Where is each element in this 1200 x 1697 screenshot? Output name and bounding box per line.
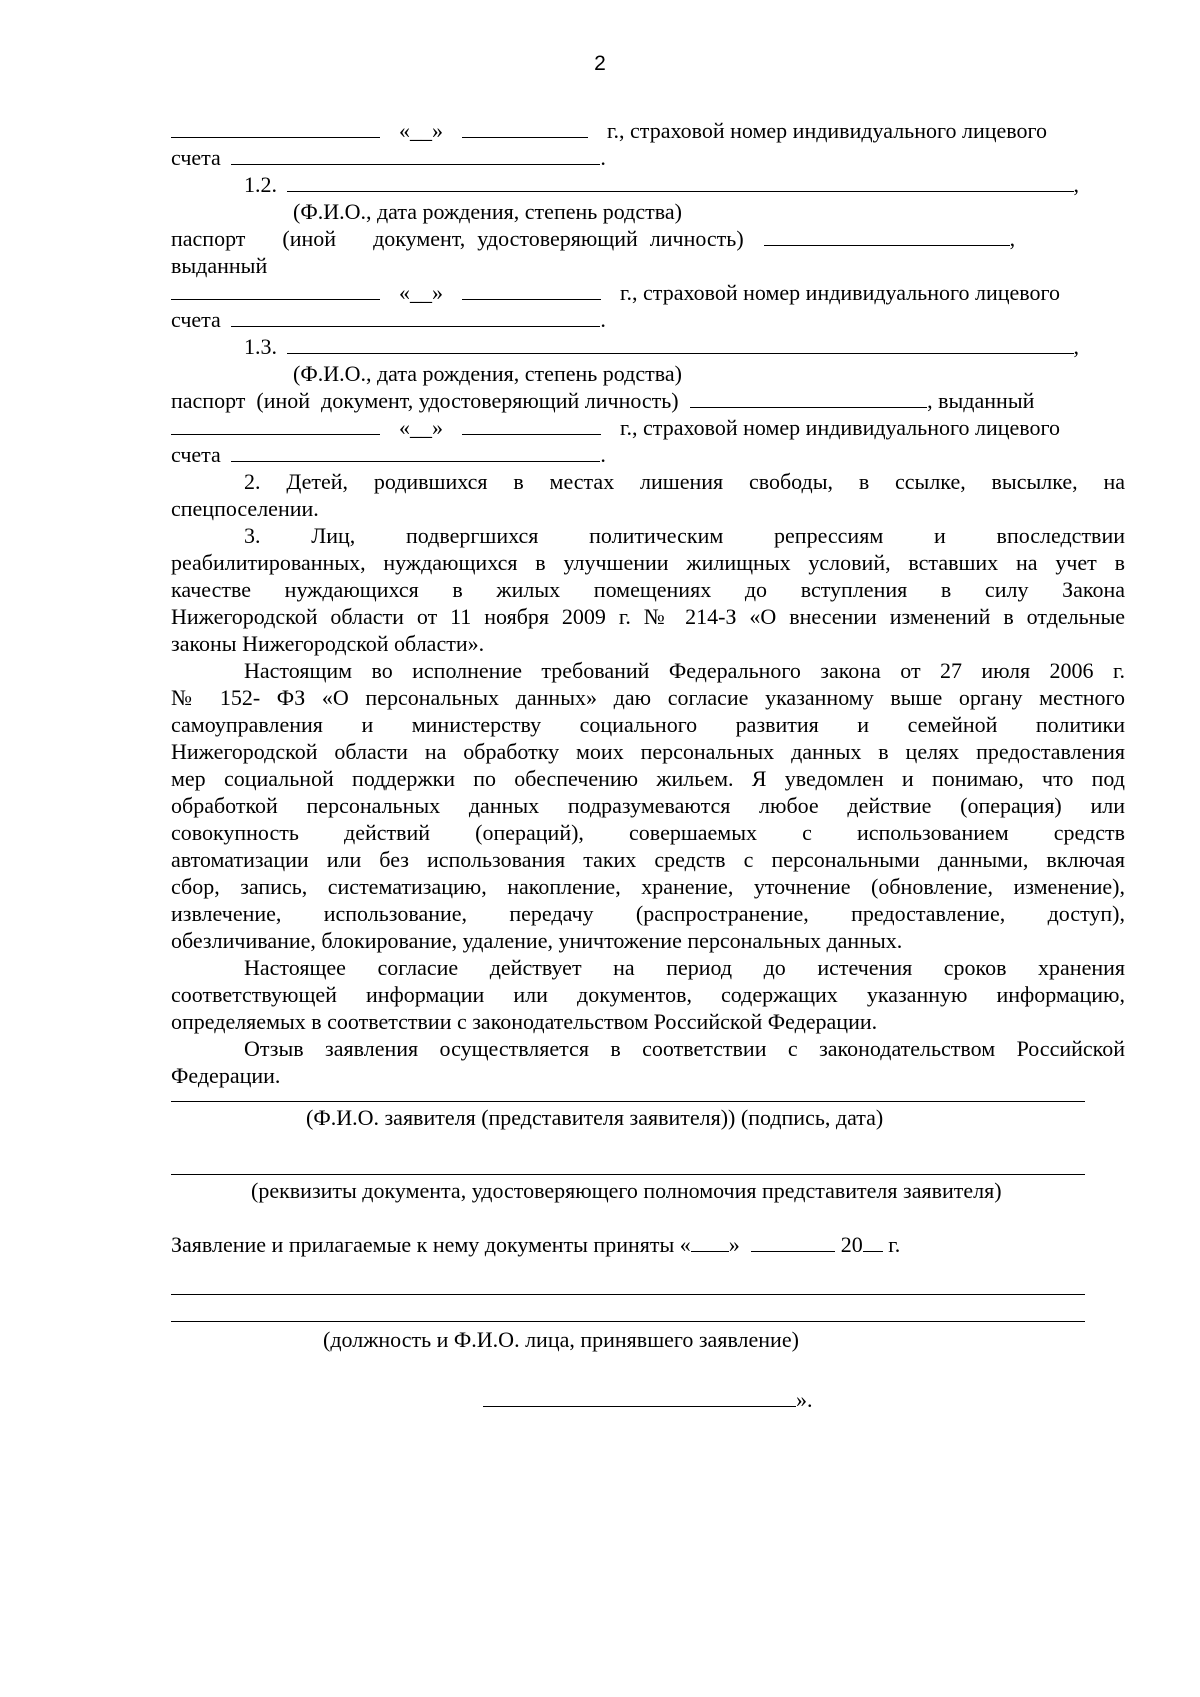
item-number: 1.3. [244, 334, 277, 359]
paragraph-line: определяемых в соответствии с законодательством Российской Федерации. [171, 1009, 878, 1034]
paragraph-line: соответствующей информации или документов, содержащих указанную информацию, [171, 982, 1125, 1007]
passport-line [171, 387, 1125, 414]
passport-word: удостоверяющий [477, 226, 638, 251]
account-field [231, 306, 600, 327]
passport-word: паспорт [171, 226, 246, 251]
issuer-field [171, 279, 380, 300]
accepted-text: Заявление и прилагаемые к нему документы приняты « [171, 1232, 691, 1257]
paragraph-line: Настоящим во исполнение требований Федерального закона от 27 июля 2006 г. [244, 658, 1125, 683]
date-quote: «__» [399, 280, 443, 305]
account-label: счета [171, 307, 221, 332]
issued-label: выданный [171, 253, 268, 278]
account-line [171, 306, 1125, 333]
item-number: 1.2. [244, 172, 277, 197]
applicant-signature-line [171, 1101, 1085, 1102]
account-line [171, 144, 1125, 171]
date-month-field [462, 117, 588, 138]
item-1-2-line [171, 171, 1125, 198]
paragraph-line: Отзыв заявления осуществляется в соответствии с законодательством Российской [244, 1036, 1125, 1061]
paragraph-line: автоматизации или без использования таких средств с персональными данными, включая [171, 847, 1125, 872]
passport-word: документ, [373, 226, 466, 251]
comma: , [1073, 172, 1079, 197]
official-line-2 [171, 1321, 1085, 1322]
fio-field [287, 333, 1074, 354]
closing-mark: ». [796, 1387, 813, 1412]
date-quote: «__» [399, 415, 443, 440]
comma: , [1073, 334, 1079, 359]
account-label: счета [171, 442, 221, 467]
closing-line [171, 1386, 1125, 1413]
insurance-text: г., страховой номер индивидуального лицевого [607, 118, 1047, 143]
paragraph-line: реабилитированных, нуждающихся в улучшении жилищных условий, вставших на учет в [171, 550, 1125, 575]
insurance-line [171, 414, 1125, 441]
paragraph-line: 2. Детей, родившихся в местах лишения свободы, в ссылке, высылке, на [244, 469, 1125, 494]
accepted-line [171, 1231, 1125, 1258]
account-label: счета [171, 145, 221, 170]
paragraph-line: самоуправления и министерству социального развития и семейной политики [171, 712, 1125, 737]
paragraph-line: Нижегородской области на обработку моих персональных данных в целях предоставления [171, 739, 1125, 764]
paragraph-line: Настоящее согласие действует на период до истечения сроков хранения [244, 955, 1125, 980]
official-caption: (должность и Ф.И.О. лица, принявшего заявление) [323, 1327, 799, 1352]
comma: , [1009, 226, 1016, 251]
passport-field [690, 387, 927, 408]
insurance-line [171, 279, 1125, 306]
paragraph-line: обработкой персональных данных подразумеваются любое действие (операция) или [171, 793, 1125, 818]
fio-caption: (Ф.И.О., дата рождения, степень родства) [293, 361, 682, 386]
paragraph-line: сбор, запись, систематизацию, накопление, хранение, уточнение (обновление, изменение), [171, 874, 1125, 899]
account-field [231, 144, 600, 165]
insurance-line [171, 117, 1125, 144]
fio-field [287, 171, 1074, 192]
issuer-field [171, 414, 380, 435]
accepted-month-field [751, 1231, 835, 1252]
revocation-paragraph [171, 1035, 1125, 1089]
paragraph-line: качестве нуждающихся в жилых помещениях до вступления в силу Закона [171, 577, 1125, 602]
paragraph-line: обезличивание, блокирование, удаление, уничтожение персональных данных. [171, 928, 903, 953]
item-1-3-line [171, 333, 1125, 360]
issued-label: , выданный [927, 388, 1035, 413]
accepted-day-field [691, 1231, 729, 1252]
requisites-line [171, 1174, 1085, 1175]
account-dot: . [600, 442, 606, 467]
account-dot: . [600, 307, 606, 332]
passport-line [171, 225, 1125, 252]
year-suffix: г. [888, 1232, 901, 1257]
closing-field [483, 1386, 796, 1407]
date-quote: «__» [399, 118, 443, 143]
insurance-text: г., страховой номер индивидуального лицевого [620, 415, 1060, 440]
account-field [231, 441, 600, 462]
paragraph-line: спецпоселении. [171, 496, 319, 521]
paragraph-line: извлечение, использование, передачу (распространение, предоставление, доступ), [171, 901, 1125, 926]
paragraph-line: № 152- ФЗ «О персональных данных» даю согласие указанному выше органу местного [171, 685, 1125, 710]
paragraph-3 [171, 522, 1125, 657]
paragraph-line: Федерации. [171, 1063, 281, 1088]
paragraph-line: 3. Лиц, подвергшихся политическим репрессиям и впоследствии [244, 523, 1125, 548]
accepted-year-field [863, 1231, 883, 1252]
paragraph-line: совокупность действий (операций), совершаемых с использованием средств [171, 820, 1125, 845]
passport-text: паспорт (иной документ, удостоверяющий личность) [171, 388, 679, 413]
requisites-caption: (реквизиты документа, удостоверяющего полномочия представителя заявителя) [251, 1178, 1002, 1203]
passport-field [764, 225, 1010, 246]
passport-word: личность) [649, 226, 744, 251]
page-number: 2 [594, 52, 606, 75]
fio-caption: (Ф.И.О., дата рождения, степень родства) [293, 199, 682, 224]
paragraph-2 [171, 468, 1125, 522]
account-dot: . [600, 145, 606, 170]
consent-paragraph [171, 657, 1125, 954]
account-line [171, 441, 1125, 468]
document-body [171, 117, 1125, 1413]
issuer-field [171, 117, 380, 138]
paragraph-line: мер социальной поддержки по обеспечению жильем. Я уведомлен и понимаю, что под [171, 766, 1125, 791]
quote-close: » [728, 1232, 740, 1257]
year-prefix: 20 [840, 1232, 863, 1257]
date-month-field [462, 279, 601, 300]
applicant-caption: (Ф.И.О. заявителя (представителя заявителя)) (подпись, дата) [306, 1105, 884, 1130]
term-paragraph [171, 954, 1125, 1035]
paragraph-line: Нижегородской области от 11 ноября 2009 г. № 214-З «О внесении изменений в отдельные [171, 604, 1125, 629]
date-month-field [462, 414, 601, 435]
paragraph-line: законы Нижегородской области». [171, 631, 485, 656]
insurance-text: г., страховой номер индивидуального лицевого [620, 280, 1060, 305]
passport-word: (иной [282, 226, 337, 251]
